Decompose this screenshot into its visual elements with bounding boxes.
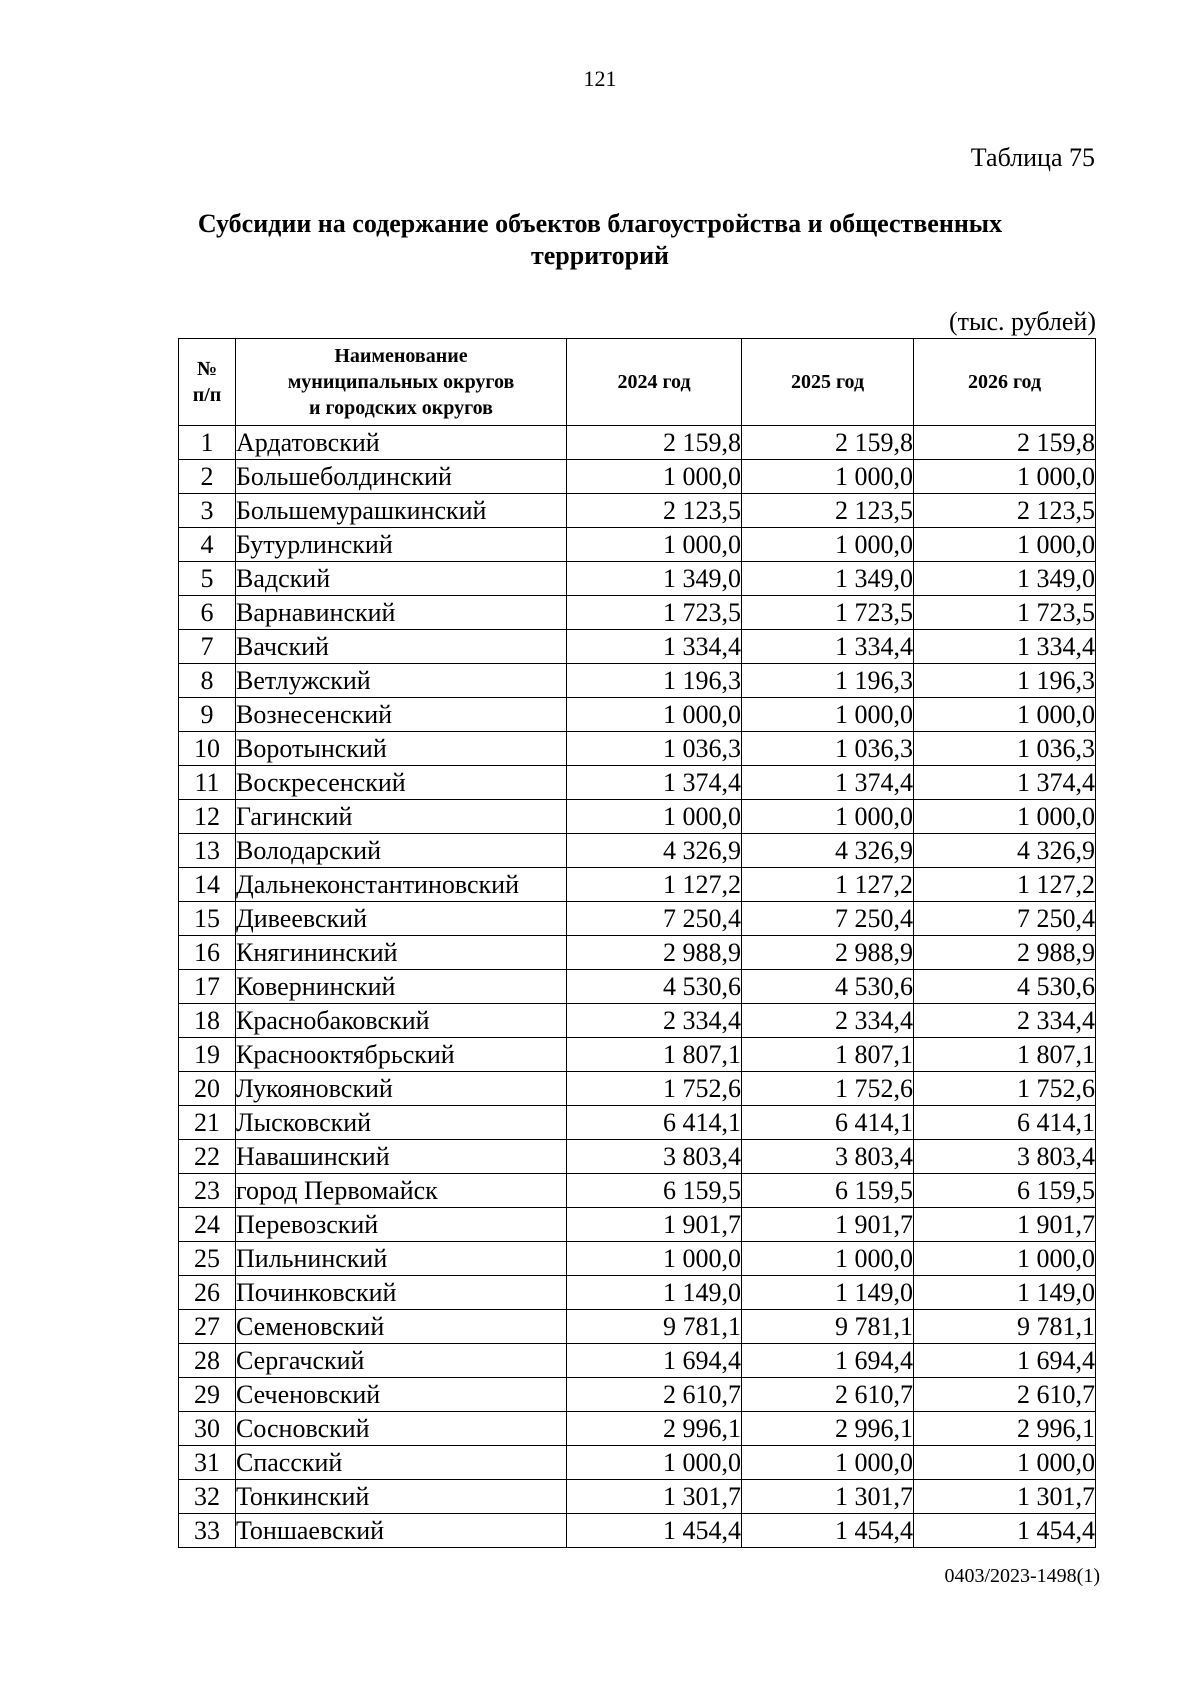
- row-district-name: Воротынский: [236, 732, 567, 766]
- row-value-2026: 1 752,6: [914, 1072, 1096, 1106]
- row-value-2024: 1 000,0: [567, 698, 742, 732]
- header-2026: 2026 год: [914, 339, 1096, 426]
- row-value-2025: 1 752,6: [742, 1072, 914, 1106]
- header-2024: 2024 год: [567, 339, 742, 426]
- table-row: [179, 902, 1096, 936]
- row-value-2025: 1 000,0: [742, 1446, 914, 1480]
- table-row: [179, 1038, 1096, 1072]
- row-value-2025: 6 414,1: [742, 1106, 914, 1140]
- row-number: 18: [179, 1004, 236, 1038]
- header-name-line3: и городских округов: [309, 397, 493, 419]
- row-value-2025: 1 807,1: [742, 1038, 914, 1072]
- row-value-2026: 1 374,4: [914, 766, 1096, 800]
- table-row: [179, 834, 1096, 868]
- row-value-2024: 1 807,1: [567, 1038, 742, 1072]
- table-row: [179, 528, 1096, 562]
- table-row: [179, 1174, 1096, 1208]
- row-value-2026: 1 036,3: [914, 732, 1096, 766]
- row-number: 22: [179, 1140, 236, 1174]
- row-number: 29: [179, 1378, 236, 1412]
- row-value-2026: 3 803,4: [914, 1140, 1096, 1174]
- row-value-2026: 1 000,0: [914, 528, 1096, 562]
- row-value-2026: 2 123,5: [914, 494, 1096, 528]
- row-district-name: Вадский: [236, 562, 567, 596]
- row-district-name: Семеновский: [236, 1310, 567, 1344]
- row-value-2024: 7 250,4: [567, 902, 742, 936]
- document-title: [150, 208, 1050, 272]
- table-row: [179, 1310, 1096, 1344]
- row-value-2026: 1 334,4: [914, 630, 1096, 664]
- row-district-name: Ковернинский: [236, 970, 567, 1004]
- row-number: 27: [179, 1310, 236, 1344]
- row-district-name: Сосновский: [236, 1412, 567, 1446]
- row-value-2025: 4 326,9: [742, 834, 914, 868]
- row-value-2024: 1 901,7: [567, 1208, 742, 1242]
- row-value-2025: 4 530,6: [742, 970, 914, 1004]
- row-district-name: Ардатовский: [236, 426, 567, 460]
- row-number: 21: [179, 1106, 236, 1140]
- table-row: [179, 1514, 1096, 1548]
- table-row: [179, 732, 1096, 766]
- units-label: (тыс. рублей): [948, 307, 1096, 336]
- row-value-2025: 2 123,5: [742, 494, 914, 528]
- row-number: 2: [179, 460, 236, 494]
- table-row: [179, 800, 1096, 834]
- table-row: [179, 1344, 1096, 1378]
- table-row: [179, 426, 1096, 460]
- row-value-2025: 1 149,0: [742, 1276, 914, 1310]
- row-value-2024: 2 988,9: [567, 936, 742, 970]
- row-value-2024: 2 334,4: [567, 1004, 742, 1038]
- row-district-name: Дивеевский: [236, 902, 567, 936]
- row-district-name: Ветлужский: [236, 664, 567, 698]
- row-value-2024: 6 159,5: [567, 1174, 742, 1208]
- row-value-2026: 2 334,4: [914, 1004, 1096, 1038]
- row-district-name: Лукояновский: [236, 1072, 567, 1106]
- row-value-2026: 2 996,1: [914, 1412, 1096, 1446]
- row-value-2025: 1 036,3: [742, 732, 914, 766]
- row-value-2025: 1 000,0: [742, 800, 914, 834]
- row-value-2026: 6 414,1: [914, 1106, 1096, 1140]
- page-number: 121: [583, 66, 617, 91]
- row-district-name: Тоншаевский: [236, 1514, 567, 1548]
- row-value-2024: 1 723,5: [567, 596, 742, 630]
- row-value-2025: 1 127,2: [742, 868, 914, 902]
- row-value-2025: 2 610,7: [742, 1378, 914, 1412]
- row-value-2026: 1 000,0: [914, 698, 1096, 732]
- row-number: 3: [179, 494, 236, 528]
- table-row: [179, 1242, 1096, 1276]
- row-number: 1: [179, 426, 236, 460]
- row-district-name: Вачский: [236, 630, 567, 664]
- row-value-2026: 1 349,0: [914, 562, 1096, 596]
- row-number: 14: [179, 868, 236, 902]
- header-name-line1: Наименование: [334, 345, 468, 367]
- table-row: [179, 630, 1096, 664]
- row-value-2026: 1 149,0: [914, 1276, 1096, 1310]
- row-value-2025: 1 374,4: [742, 766, 914, 800]
- row-value-2024: 1 000,0: [567, 800, 742, 834]
- row-number: 5: [179, 562, 236, 596]
- header-name-line2: муниципальных округов: [287, 371, 515, 393]
- row-value-2024: 1 694,4: [567, 1344, 742, 1378]
- table-row: [179, 1446, 1096, 1480]
- table-row: [179, 1480, 1096, 1514]
- row-value-2025: 1 000,0: [742, 1242, 914, 1276]
- row-value-2025: 3 803,4: [742, 1140, 914, 1174]
- row-value-2024: 4 326,9: [567, 834, 742, 868]
- row-value-2026: 2 610,7: [914, 1378, 1096, 1412]
- table-row: [179, 1378, 1096, 1412]
- row-value-2026: 4 326,9: [914, 834, 1096, 868]
- table-row: [179, 460, 1096, 494]
- row-value-2026: 2 159,8: [914, 426, 1096, 460]
- row-value-2026: 7 250,4: [914, 902, 1096, 936]
- row-value-2024: 2 123,5: [567, 494, 742, 528]
- row-value-2026: 1 454,4: [914, 1514, 1096, 1548]
- row-value-2026: 1 694,4: [914, 1344, 1096, 1378]
- row-value-2024: 1 149,0: [567, 1276, 742, 1310]
- row-value-2024: 1 036,3: [567, 732, 742, 766]
- row-value-2025: 1 196,3: [742, 664, 914, 698]
- table-label: Таблица 75: [970, 143, 1095, 172]
- row-district-name: Пильнинский: [236, 1242, 567, 1276]
- table-row: [179, 766, 1096, 800]
- row-number: 7: [179, 630, 236, 664]
- row-number: 16: [179, 936, 236, 970]
- row-district-name: Большемурашкинский: [236, 494, 567, 528]
- row-value-2024: 9 781,1: [567, 1310, 742, 1344]
- table-row: [179, 1276, 1096, 1310]
- row-number: 13: [179, 834, 236, 868]
- row-number: 30: [179, 1412, 236, 1446]
- row-number: 19: [179, 1038, 236, 1072]
- table-row: [179, 1106, 1096, 1140]
- header-number-line1: №: [196, 358, 218, 380]
- table-header-row: [179, 339, 1096, 426]
- row-district-name: Сеченовский: [236, 1378, 567, 1412]
- row-value-2025: 1 301,7: [742, 1480, 914, 1514]
- header-number: [179, 339, 236, 426]
- row-district-name: Большеболдинский: [236, 460, 567, 494]
- row-district-name: Володарский: [236, 834, 567, 868]
- row-value-2024: 1 000,0: [567, 1242, 742, 1276]
- row-value-2024: 1 000,0: [567, 1446, 742, 1480]
- row-value-2025: 1 000,0: [742, 528, 914, 562]
- row-value-2024: 6 414,1: [567, 1106, 742, 1140]
- row-value-2026: 1 723,5: [914, 596, 1096, 630]
- row-value-2025: 2 159,8: [742, 426, 914, 460]
- row-number: 25: [179, 1242, 236, 1276]
- row-value-2024: 1 349,0: [567, 562, 742, 596]
- row-district-name: город Первомайск: [236, 1174, 567, 1208]
- row-district-name: Перевозский: [236, 1208, 567, 1242]
- row-value-2025: 2 988,9: [742, 936, 914, 970]
- table-row: [179, 936, 1096, 970]
- row-district-name: Варнавинский: [236, 596, 567, 630]
- row-district-name: Лысковский: [236, 1106, 567, 1140]
- table-row: [179, 970, 1096, 1004]
- table-row: [179, 664, 1096, 698]
- row-value-2025: 1 334,4: [742, 630, 914, 664]
- row-value-2026: 1 901,7: [914, 1208, 1096, 1242]
- row-district-name: Тонкинский: [236, 1480, 567, 1514]
- row-district-name: Навашинский: [236, 1140, 567, 1174]
- row-number: 4: [179, 528, 236, 562]
- row-value-2024: 1 000,0: [567, 528, 742, 562]
- row-number: 23: [179, 1174, 236, 1208]
- row-district-name: Вознесенский: [236, 698, 567, 732]
- row-value-2025: 9 781,1: [742, 1310, 914, 1344]
- row-value-2026: 1 127,2: [914, 868, 1096, 902]
- row-value-2025: 1 349,0: [742, 562, 914, 596]
- row-value-2026: 1 000,0: [914, 1446, 1096, 1480]
- row-number: 11: [179, 766, 236, 800]
- row-value-2026: 9 781,1: [914, 1310, 1096, 1344]
- row-value-2025: 1 901,7: [742, 1208, 914, 1242]
- row-number: 24: [179, 1208, 236, 1242]
- row-number: 20: [179, 1072, 236, 1106]
- row-value-2025: 1 000,0: [742, 698, 914, 732]
- row-number: 9: [179, 698, 236, 732]
- row-value-2025: 7 250,4: [742, 902, 914, 936]
- table-row: [179, 868, 1096, 902]
- row-value-2026: 2 988,9: [914, 936, 1096, 970]
- row-number: 31: [179, 1446, 236, 1480]
- row-value-2025: 1 694,4: [742, 1344, 914, 1378]
- row-value-2024: 1 454,4: [567, 1514, 742, 1548]
- row-value-2024: 2 159,8: [567, 426, 742, 460]
- row-number: 17: [179, 970, 236, 1004]
- row-district-name: Княгининский: [236, 936, 567, 970]
- header-number-line2: п/п: [192, 384, 222, 406]
- row-value-2025: 2 334,4: [742, 1004, 914, 1038]
- row-number: 28: [179, 1344, 236, 1378]
- header-2025: 2025 год: [742, 339, 914, 426]
- row-number: 6: [179, 596, 236, 630]
- table-row: [179, 1208, 1096, 1242]
- row-value-2025: 1 723,5: [742, 596, 914, 630]
- row-value-2024: 2 996,1: [567, 1412, 742, 1446]
- row-value-2025: 6 159,5: [742, 1174, 914, 1208]
- row-value-2026: 1 000,0: [914, 800, 1096, 834]
- row-number: 8: [179, 664, 236, 698]
- row-value-2025: 1 000,0: [742, 460, 914, 494]
- row-value-2024: 1 196,3: [567, 664, 742, 698]
- row-number: 12: [179, 800, 236, 834]
- row-district-name: Починковский: [236, 1276, 567, 1310]
- table-row: [179, 698, 1096, 732]
- row-value-2025: 1 454,4: [742, 1514, 914, 1548]
- row-number: 10: [179, 732, 236, 766]
- row-value-2026: 1 000,0: [914, 1242, 1096, 1276]
- row-value-2024: 1 127,2: [567, 868, 742, 902]
- row-value-2025: 2 996,1: [742, 1412, 914, 1446]
- row-value-2024: 3 803,4: [567, 1140, 742, 1174]
- row-value-2026: 1 301,7: [914, 1480, 1096, 1514]
- row-district-name: Сергачский: [236, 1344, 567, 1378]
- row-district-name: Дальнеконстантиновский: [236, 868, 567, 902]
- table-row: [179, 562, 1096, 596]
- table-body: [179, 426, 1096, 1548]
- table-row: [179, 1072, 1096, 1106]
- row-number: 15: [179, 902, 236, 936]
- row-district-name: Воскресенский: [236, 766, 567, 800]
- row-value-2024: 1 301,7: [567, 1480, 742, 1514]
- table-row: [179, 1004, 1096, 1038]
- row-value-2024: 2 610,7: [567, 1378, 742, 1412]
- row-value-2026: 4 530,6: [914, 970, 1096, 1004]
- row-number: 33: [179, 1514, 236, 1548]
- table-row: [179, 1412, 1096, 1446]
- table-row: [179, 596, 1096, 630]
- row-value-2026: 1 000,0: [914, 460, 1096, 494]
- table-row: [179, 1140, 1096, 1174]
- subsidy-table: [178, 338, 1096, 1548]
- row-district-name: Спасский: [236, 1446, 567, 1480]
- row-value-2024: 1 334,4: [567, 630, 742, 664]
- row-value-2026: 1 807,1: [914, 1038, 1096, 1072]
- document-code: 0403/2023-1498(1): [944, 1565, 1100, 1587]
- row-district-name: Краснобаковский: [236, 1004, 567, 1038]
- row-district-name: Краснооктябрьский: [236, 1038, 567, 1072]
- row-district-name: Гагинский: [236, 800, 567, 834]
- row-value-2024: 1 374,4: [567, 766, 742, 800]
- row-value-2026: 1 196,3: [914, 664, 1096, 698]
- row-value-2026: 6 159,5: [914, 1174, 1096, 1208]
- title-line-1: Субсидии на содержание объектов благоустройства и общественных: [197, 209, 1003, 238]
- row-number: 32: [179, 1480, 236, 1514]
- header-name: [236, 339, 567, 426]
- row-value-2024: 1 752,6: [567, 1072, 742, 1106]
- row-value-2024: 1 000,0: [567, 460, 742, 494]
- row-district-name: Бутурлинский: [236, 528, 567, 562]
- title-line-2: территорий: [530, 241, 670, 270]
- row-value-2024: 4 530,6: [567, 970, 742, 1004]
- table-row: [179, 494, 1096, 528]
- row-number: 26: [179, 1276, 236, 1310]
